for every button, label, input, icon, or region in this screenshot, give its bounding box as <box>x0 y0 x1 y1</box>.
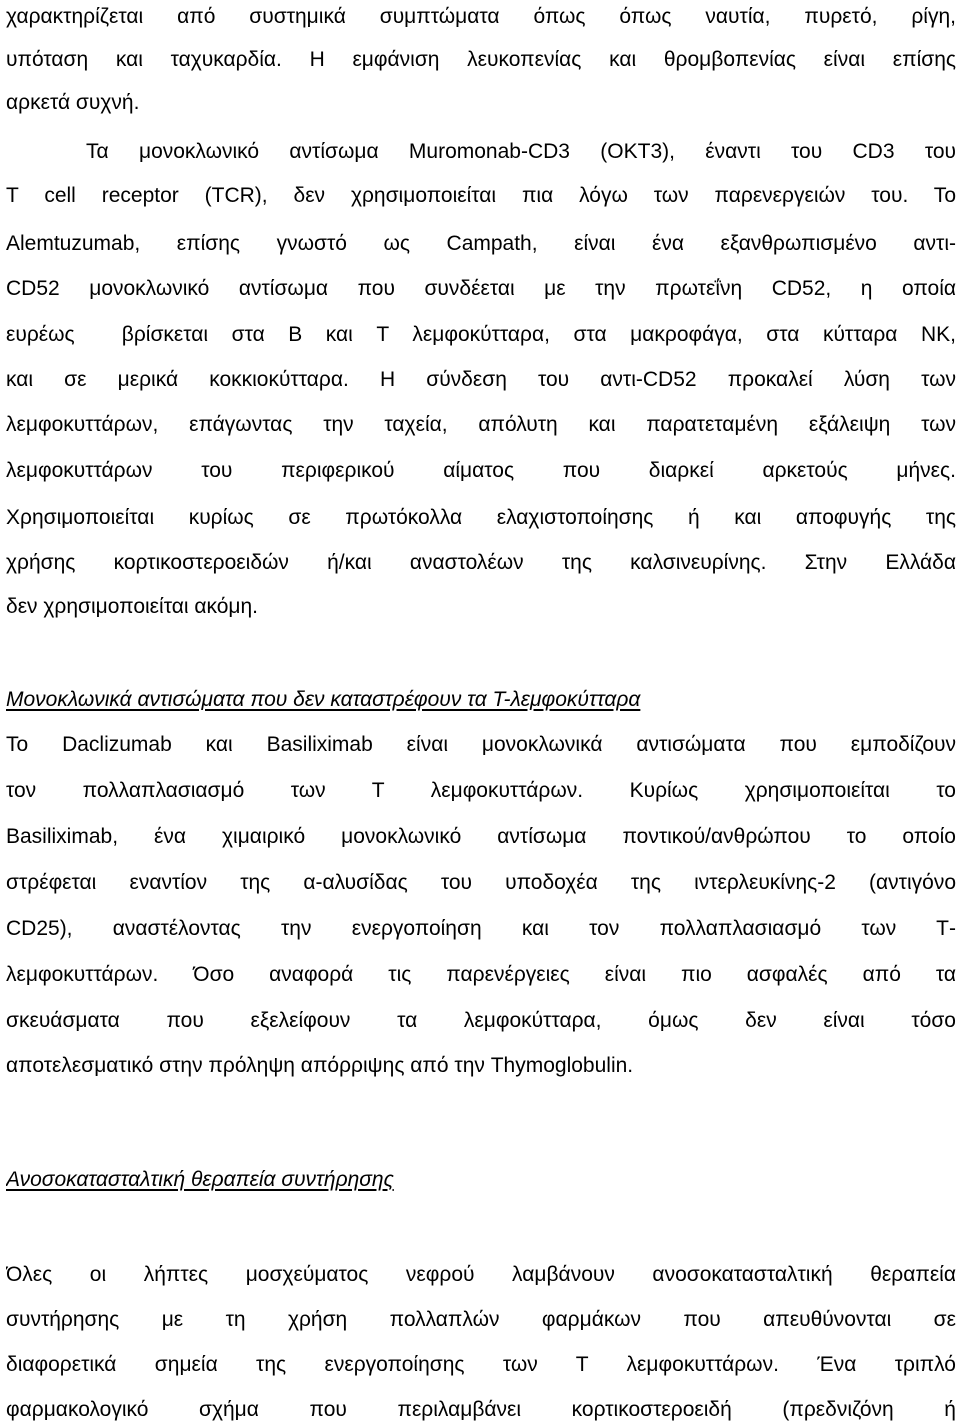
text-line: διαφορετικά σημεία της ενεργοποίησης των Τ λεμφοκυττάρων. Ένα τριπλό <box>6 1353 956 1376</box>
text-line: Alemtuzumab, επίσης γνωστό ως Campath, είναι ένα εξανθρωπισμένο αντι- <box>6 232 956 255</box>
text-line: χρήσης κορτικοστεροειδών ή/και αναστολέων της καλσινευρίνης. Στην Ελλάδα <box>6 551 956 574</box>
text-line: τον πολλαπλασιασμό των Τ λεμφοκυττάρων. Κυρίως χρησιμοποιείται το <box>6 779 956 802</box>
text-line: Τα μονοκλωνικό αντίσωμα Muromonab-CD3 (OKT3), έναντι του CD3 του <box>86 140 956 163</box>
text-line: και σε μερικά κοκκιοκύτταρα. Η σύνδεση του αντι-CD52 προκαλεί λύση των <box>6 368 956 391</box>
section-heading: Ανοσοκατασταλτική θεραπεία συντήρησης <box>6 1168 394 1191</box>
text-line: υπόταση και ταχυκαρδία. Η εμφάνιση λευκοπενίας και θρομβοπενίας είναι επίσης <box>6 48 956 71</box>
section-heading: Μονοκλωνικά αντισώματα που δεν καταστρέφουν τα Τ-λεμφοκύτταρα <box>6 688 641 711</box>
text-line: T cell receptor (TCR), δεν χρησιμοποιείται πια λόγω των παρενεργειών του. Το <box>6 184 956 207</box>
text-line: λεμφοκυττάρων του περιφερικού αίματος που διαρκεί αρκετούς μήνες. <box>6 459 956 482</box>
text-line: Basiliximab, ένα χιμαιρικό μονοκλωνικό αντίσωμα ποντικού/ανθρώπου το οποίο <box>6 825 956 848</box>
text-line: ευρέως βρίσκεται στα B και T λεμφοκύτταρα, στα μακροφάγα, στα κύτταρα NK, <box>6 323 956 346</box>
text-line: δεν χρησιμοποιείται ακόμη. <box>6 595 259 618</box>
text-line: συντήρησης με τη χρήση πολλαπλών φαρμάκων που απευθύνονται σε <box>6 1308 956 1331</box>
text-line: CD25), αναστέλοντας την ενεργοποίηση και τον πολλαπλασιασμό των Τ- <box>6 917 956 940</box>
text-line: Όλες οι λήπτες μοσχεύματος νεφρού λαμβάνουν ανοσοκατασταλτική θεραπεία <box>6 1263 956 1286</box>
text-line: Χρησιμοποιείται κυρίως σε πρωτόκολλα ελαχιστοποίησης ή και αποφυγής της <box>6 506 956 529</box>
text-line: λεμφοκυττάρων. Όσο αναφορά τις παρενέργειες είναι πιο ασφαλές από τα <box>6 963 956 986</box>
text-line: λεμφοκυττάρων, επάγωντας την ταχεία, απόλυτη και παρατεταμένη εξάλειψη των <box>6 413 956 436</box>
text-line: χαρακτηρίζεται από συστημικά συμπτώματα όπως όπως ναυτία, πυρετό, ρίγη, <box>6 5 956 28</box>
text-line: φαρμακολογικό σχήμα που περιλαμβάνει κορτικοστεροειδή (πρεδνιζόνη ή <box>6 1398 956 1421</box>
text-line: αρκετά συχνή. <box>6 91 140 114</box>
text-line: CD52 μονοκλωνικό αντίσωμα που συνδέεται με την πρωτεΐνη CD52, η οποία <box>6 277 956 300</box>
text-line: αποτελεσματικό στην πρόληψη απόρριψης από την Thymoglobulin. <box>6 1054 634 1077</box>
text-line: στρέφεται εναντίον της α-αλυσίδας του υποδοχέα της ιντερλευκίνης-2 (αντιγόνο <box>6 871 956 894</box>
text-line: σκευάσματα που εξελείφουν τα λεμφοκύτταρα, όμως δεν είναι τόσο <box>6 1009 956 1032</box>
text-line: Το Daclizumab και Basiliximab είναι μονοκλωνικά αντισώματα που εμποδίζουν <box>6 733 956 756</box>
